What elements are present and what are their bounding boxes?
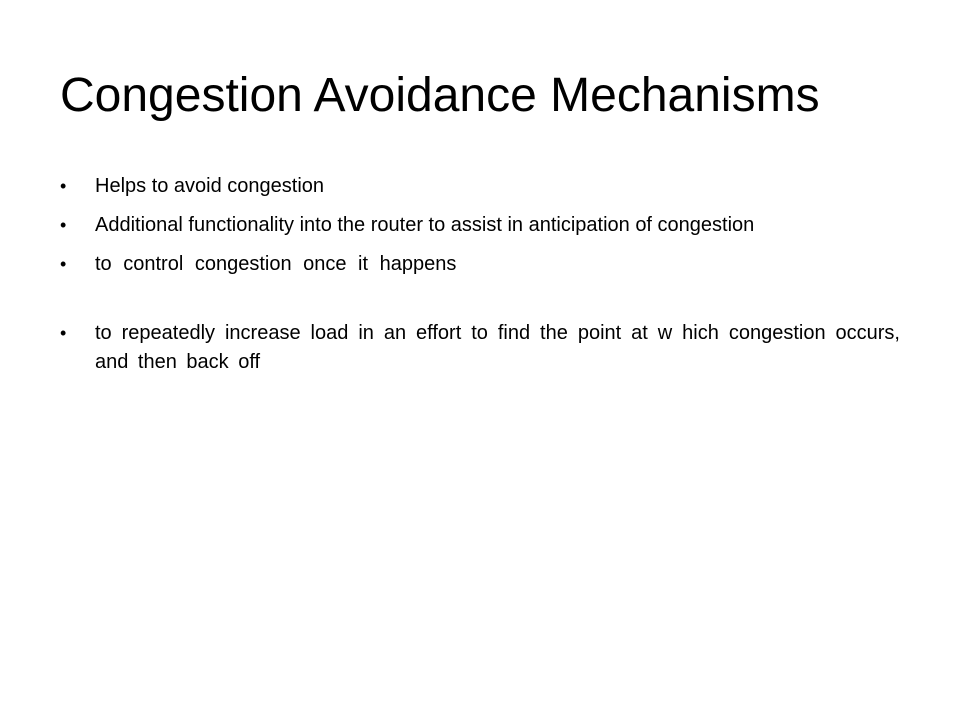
bullet-text: to repeatedly increase load in an effort to find the point at w hich congestion occurs, and then back off	[95, 322, 900, 373]
bullet-text: Additional functionality into the router to assist in anticipation of congestion	[95, 214, 755, 236]
bullet-item	[60, 250, 900, 279]
slide-title: Congestion Avoidance Mechanisms	[60, 69, 820, 122]
bullet-text: Helps to avoid congestion	[95, 175, 325, 197]
bullet-item	[60, 211, 900, 240]
bullet-list	[60, 172, 900, 377]
bullet-icon: •	[60, 176, 67, 196]
bullet-item	[60, 172, 900, 201]
bullet-item	[60, 319, 900, 377]
bullet-icon: •	[60, 254, 67, 274]
bullet-icon: •	[60, 215, 67, 235]
bullet-text: to control congestion once it happens	[95, 253, 457, 275]
bullet-icon: •	[60, 323, 67, 343]
